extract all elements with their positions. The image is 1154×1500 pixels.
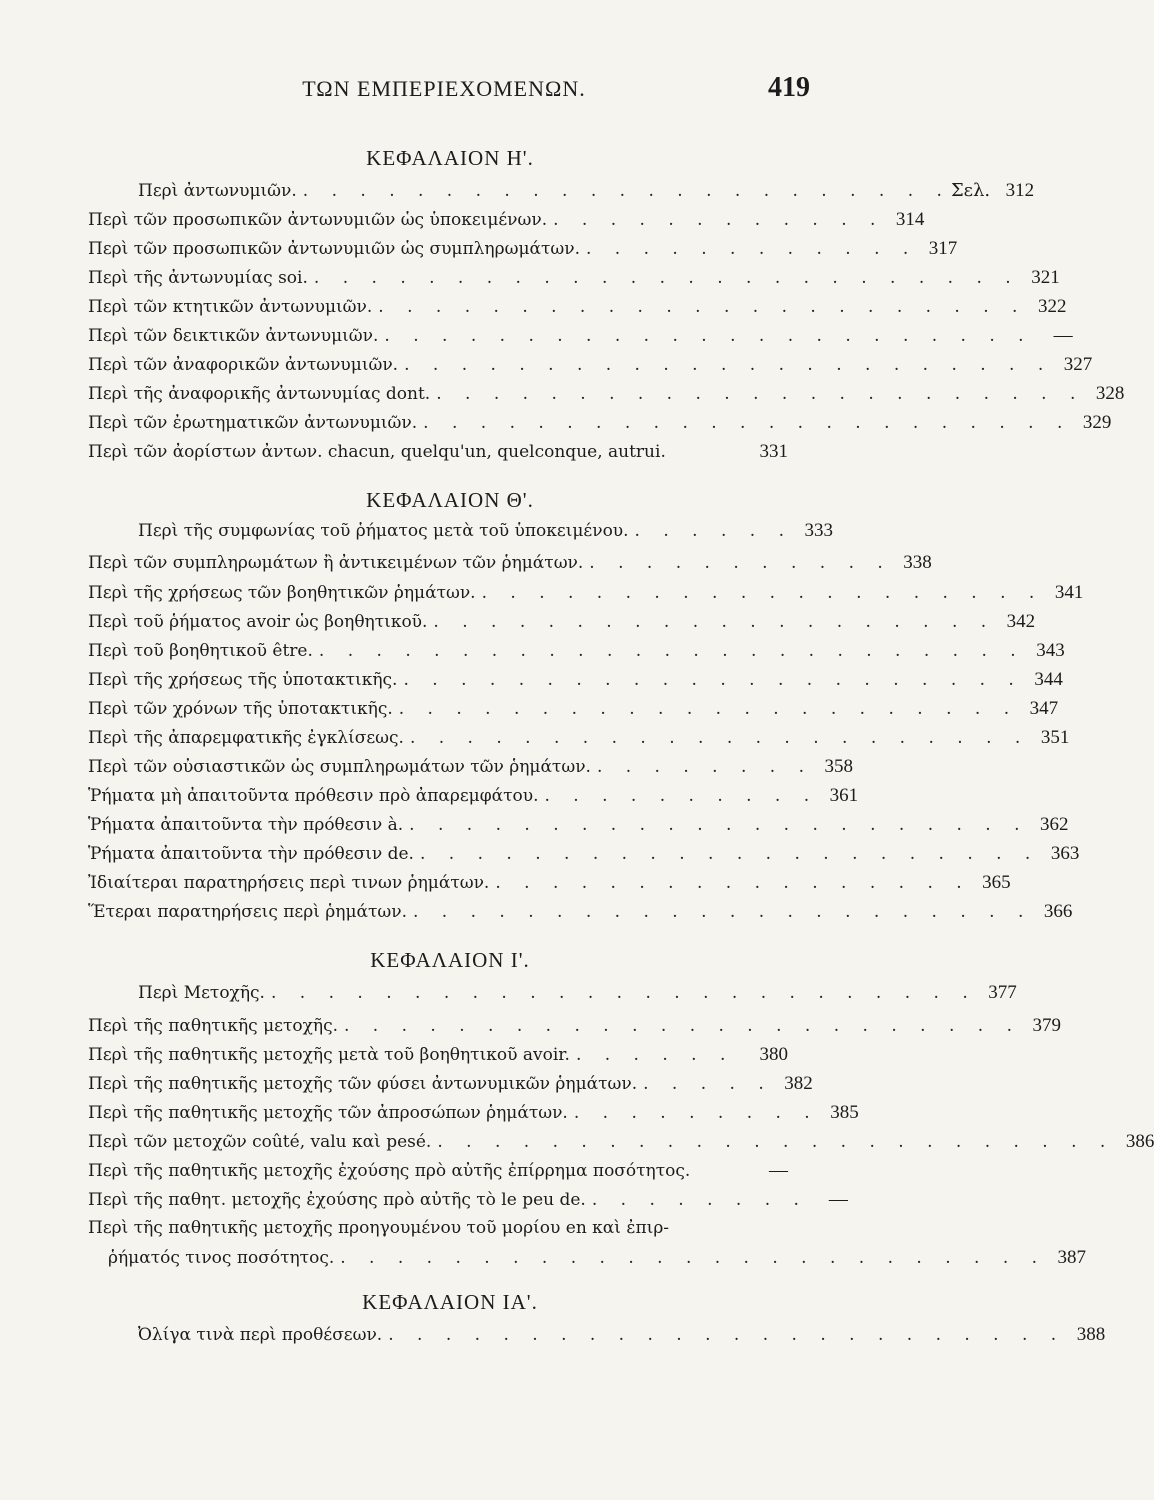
toc-entry [88, 412, 1112, 440]
toc-entry [88, 209, 925, 237]
toc-entry [88, 1160, 788, 1188]
entry-title: Περὶ τῆς παθητικῆς μετοχῆς τῶν φύσει ἀντωνυμικῶν ῥημάτων. [88, 1074, 638, 1094]
entry-title: Περὶ τῆς χρήσεως τῆς ὑποτακτικῆς. [88, 670, 398, 690]
entry-title: Περὶ τῆς χρήσεως τῶν βοηθητικῶν ῥημάτων. [88, 583, 476, 603]
dot-leader: . . . . . . . . [596, 757, 813, 777]
toc-entry [88, 1131, 1154, 1159]
toc-entry [88, 520, 833, 548]
dot-leader: . . . . . . . . . . . . . . . . . . . . . . . . [388, 1325, 1066, 1345]
entry-page: 377 [988, 982, 1017, 1003]
entry-title: Περὶ τῶν οὐσιαστικῶν ὡς συμπληρωμάτων τῶν ῥημάτων. [88, 757, 591, 777]
running-head [88, 72, 810, 110]
entry-title: Ἕτεραι παρατηρήσεις περὶ ῥημάτων. [88, 902, 407, 922]
dot-leader: . . . . . . . . . . . . . . . . . . . . . . . [423, 413, 1072, 433]
entry-title: Περὶ τῆς παθητικῆς μετοχῆς. [88, 1016, 338, 1036]
toc-entry [88, 669, 1063, 697]
toc-entry [88, 383, 1125, 411]
entry-page: 312 [1005, 180, 1035, 201]
entry-title: Περὶ τοῦ ῥήματος avoir ὡς βοηθητικοῦ. [88, 612, 428, 632]
dot-leader: . . . . . . . . . . . . . . . . . . . . . . . . . [270, 983, 977, 1003]
dot-leader: . . . . . . . . . . . . . . . . . . . . . . [409, 728, 1030, 748]
dot-leader: . . . . . . . . . [573, 1103, 819, 1123]
entry-page: — [828, 1189, 848, 1210]
dot-leader: . . . . . . . . . . . . . . . . . . . . . . [398, 699, 1019, 719]
entry-page: 380 [759, 1044, 788, 1065]
dot-leader: . . . . . [643, 1074, 773, 1094]
toc-entry [88, 325, 1073, 353]
dot-leader: . . . . . . . . . . . . . . . . . . . . . . . . [344, 1016, 1021, 1036]
toc-entry [88, 180, 1035, 208]
toc-entry [88, 1073, 813, 1101]
entry-page: 321 [1031, 267, 1060, 288]
dot-leader: . . . . . . . . . . . . . . . . . [495, 873, 971, 893]
dot-leader: . . . . . . . . . . . . . . . . . . . . [481, 583, 1044, 603]
dot-leader: . . . . . . . . . . . . . . . . . . . . . . [403, 670, 1023, 690]
chapter-heading: ΚΕΦΑΛΑΙΟΝ Η'. [366, 146, 534, 170]
chapter-heading: ΚΕΦΑΛΑΙΟΝ ΙΑ'. [362, 1290, 538, 1314]
toc-entry [88, 756, 853, 784]
entry-page: 322 [1037, 296, 1067, 317]
dot-leader: . . . . . . . . . . . . . . . . . . . . [433, 612, 996, 632]
dot-leader: . . . . . . . . . . . . . . . . . . . . . . . . . [313, 268, 1020, 288]
toc-entry [88, 582, 1084, 610]
entry-page: 338 [903, 552, 932, 573]
toc-entry [88, 698, 1059, 726]
toc-entry [88, 901, 1073, 929]
entry-page: 329 [1082, 412, 1112, 433]
entry-page: 331 [759, 441, 788, 462]
dot-leader: . . . . . . . . . . . . . . . . . . . . . . [419, 844, 1040, 864]
toc-entry [88, 640, 1065, 668]
entry-title: Περὶ τοῦ βοηθητικοῦ être. [88, 641, 313, 661]
dot-leader: . . . . . . . . . . . . [553, 210, 885, 230]
toc-entry [88, 814, 1069, 842]
dot-leader: . . . . . . . . . . . . [586, 239, 918, 259]
entry-title: Ῥήματα ἀπαιτοῦντα τὴν πρόθεσιν à. [88, 815, 404, 835]
entry-page: 387 [1057, 1247, 1087, 1268]
entry-title: Περὶ τῆς παθητικῆς μετοχῆς μετὰ τοῦ βοηθητικοῦ avoir. [88, 1045, 570, 1065]
toc-entry [88, 552, 932, 580]
toc-entry [88, 611, 1036, 639]
entry-page: 382 [784, 1073, 813, 1094]
entry-page: 317 [928, 238, 958, 259]
toc-entry-continuation [88, 1247, 1087, 1275]
toc-entry [88, 354, 1093, 382]
dot-leader: . . . . . . . . . . . . . . . . . . . . . . . [404, 355, 1053, 375]
entry-title: Περὶ τῶν κτητικῶν ἀντωνυμιῶν. [88, 297, 373, 317]
entry-title: Ῥήματα ἀπαιτοῦντα τὴν πρόθεσιν de. [88, 844, 414, 864]
entry-title: Περὶ τῶν προσωπικῶν ἀντωνυμιῶν ὡς ὑποκειμένων. [88, 210, 548, 230]
entry-title: Περὶ τῶν ἀορίστων ἀντων. chacun, quelqu'un, quelconque, autrui. [88, 442, 666, 462]
entry-page: 358 [824, 756, 853, 777]
entry-page: 341 [1054, 582, 1084, 603]
dot-leader: . . . . . . [634, 521, 793, 541]
entry-page: 386 [1125, 1131, 1154, 1152]
chapter-heading: ΚΕΦΑΛΑΙΟΝ Θ'. [366, 488, 534, 512]
dot-leader: . . . . . . . . . . . . . . . . . . . . . . . [302, 181, 951, 201]
entry-page: — [769, 1160, 788, 1181]
dot-leader: . . . . . . . . . . . . . . . . . . . . . . . . [437, 1132, 1115, 1152]
toc-entry [88, 843, 1080, 871]
entry-title: Περὶ τῶν μετοχῶν coûté, valu καὶ pesé. [88, 1132, 432, 1152]
entry-page: 361 [829, 785, 859, 806]
entry-title: Περὶ τῶν συμπληρωμάτων ἢ ἀντικειμένων τῶν ῥημάτων. [88, 553, 584, 573]
toc-entry [88, 1015, 1061, 1043]
toc-entry [88, 238, 958, 266]
entry-page: 388 [1076, 1324, 1106, 1345]
entry-title: Περὶ τῶν δεικτικῶν ἀντωνυμιῶν. [88, 326, 379, 346]
entry-page: 363 [1050, 843, 1080, 864]
entry-title: Περὶ τῶν χρόνων τῆς ὑποτακτικῆς. [88, 699, 393, 719]
entry-title: Περὶ ἀντωνυμιῶν. [138, 181, 297, 201]
entry-title: Περὶ τῶν προσωπικῶν ἀντωνυμιῶν ὡς συμπληρωμάτων. [88, 239, 580, 259]
entry-title: Περὶ τῆς συμφωνίας τοῦ ῥήματος μετὰ τοῦ ὑποκειμένου. [138, 521, 629, 541]
entry-page: 347 [1029, 698, 1059, 719]
entry-title: Ῥήματα μὴ ἀπαιτοῦντα πρόθεσιν πρὸ ἀπαρεμφάτου. [88, 786, 539, 806]
dot-leader: . . . . . . [575, 1045, 735, 1065]
dot-leader: . . . . . . . . . . . . . . . . . . . . . . [413, 902, 1033, 922]
entry-page: 365 [982, 872, 1011, 893]
toc-entry [88, 982, 1017, 1010]
entry-page: 343 [1036, 640, 1065, 661]
entry-page: 351 [1040, 727, 1070, 748]
entry-title: Περὶ Μετοχῆς. [138, 983, 265, 1003]
chapter-heading: ΚΕΦΑΛΑΙΟΝ Ι'. [370, 948, 530, 972]
entry-page: 327 [1063, 354, 1093, 375]
entry-page: 366 [1043, 901, 1073, 922]
dot-leader: . . . . . . . . . . . . . . . . . . . . . . [409, 815, 1029, 835]
entry-title: ῥήματός τινος ποσότητος. [108, 1248, 335, 1268]
dot-leader: . . . . . . . . . . . . . . . . . . . . . . . . . [340, 1248, 1047, 1268]
running-title: ΤΩΝ ΕΜΠΕΡΙΕΧΟΜΕΝΩΝ. [302, 76, 586, 101]
dot-leader: . . . . . . . . . . . [589, 553, 892, 573]
entry-title: Περὶ τῆς ἀπαρεμφατικῆς ἐγκλίσεως. [88, 728, 404, 748]
entry-page: 362 [1040, 814, 1069, 835]
sel-label: Σελ. [950, 180, 991, 201]
toc-entry [88, 785, 859, 813]
entry-title: Περὶ τῶν ἀναφορικῶν ἀντωνυμιῶν. [88, 355, 399, 375]
entry-title: Περὶ τῆς ἀντωνυμίας soi. [88, 268, 308, 288]
entry-title: Περὶ τῆς παθητικῆς μετοχῆς ἐχούσης πρὸ αὐτῆς ἐπίρρημα ποσότητος. [88, 1161, 691, 1181]
toc-entry [88, 1044, 788, 1072]
toc-entry [88, 267, 1060, 295]
toc-entry [88, 296, 1067, 324]
toc-entry [88, 1189, 848, 1217]
entry-title: Περὶ τῶν ἐρωτηματικῶν ἀντωνυμιῶν. [88, 413, 418, 433]
entry-title: Περὶ τῆς παθητ. μετοχῆς ἐχούσης πρὸ αὐτῆς τὸ le peu de. [88, 1190, 586, 1210]
toc-entry [88, 1218, 788, 1246]
toc-entry [88, 441, 788, 469]
dot-leader: . . . . . . . . . . . . . . . . . . . . . . . . . [318, 641, 1025, 661]
entry-page: 314 [895, 209, 925, 230]
entry-title: Περὶ τῆς παθητικῆς μετοχῆς προηγουμένου τοῦ μορίου en καὶ ἐπιρ- [88, 1218, 670, 1238]
entry-page: 379 [1032, 1015, 1061, 1036]
dot-leader: . . . . . . . . . . [544, 786, 819, 806]
toc-entry [88, 1102, 859, 1130]
dot-leader: . . . . . . . . . . . . . . . . . . . . . . . [384, 326, 1033, 346]
entry-page: 333 [804, 520, 833, 541]
dot-leader: . . . . . . . . . . . . . . . . . . . . . . . [378, 297, 1027, 317]
entry-title: Περὶ τῆς ἀναφορικῆς ἀντωνυμίας dont. [88, 384, 431, 404]
page-number: 419 [768, 72, 810, 103]
entry-page: 342 [1006, 611, 1036, 632]
dot-leader: . . . . . . . . . . . . . . . . . . . . . . . [436, 384, 1085, 404]
dot-leader: . . . . . . . . [591, 1190, 808, 1210]
entry-page: 344 [1034, 669, 1063, 690]
toc-entry [88, 872, 1011, 900]
entry-page: 385 [830, 1102, 859, 1123]
entry-title: Ὀλίγα τινὰ περὶ προθέσεων. [138, 1325, 383, 1345]
entry-title: Ἰδιαίτεραι παρατηρήσεις περὶ τινων ῥημάτων. [88, 873, 490, 893]
toc-entry [88, 1324, 1106, 1352]
entry-page: — [1053, 325, 1073, 346]
entry-title: Περὶ τῆς παθητικῆς μετοχῆς τῶν ἀπροσώπων ῥημάτων. [88, 1103, 568, 1123]
toc-entry [88, 727, 1070, 755]
entry-page: 328 [1095, 383, 1125, 404]
